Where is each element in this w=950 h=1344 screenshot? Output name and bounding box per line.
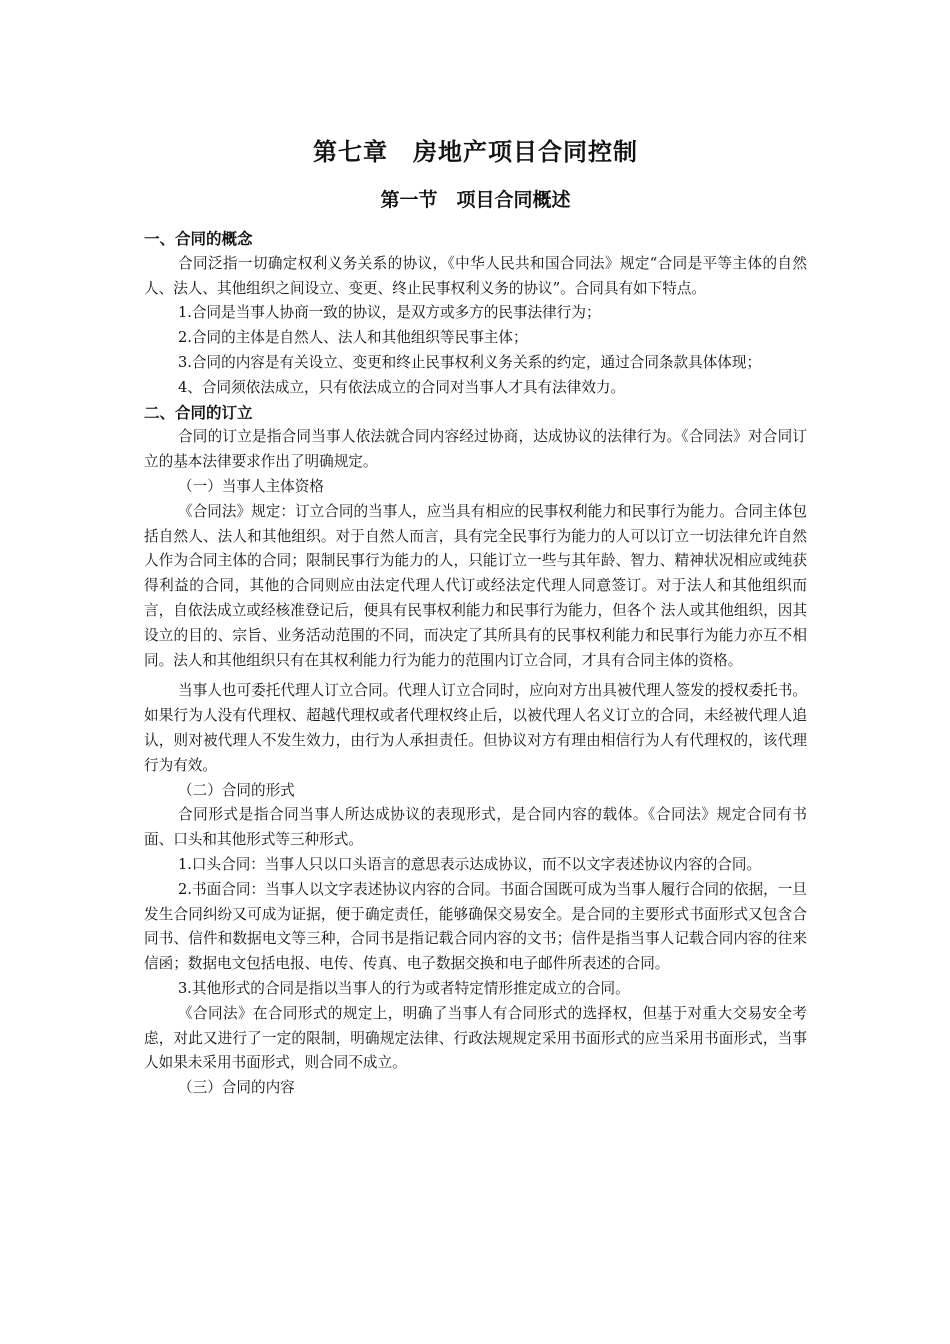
subsection-title-form: （二）合同的形式 xyxy=(178,781,295,799)
section-title: 第一节 项目合同概述 xyxy=(380,189,571,211)
form-item: 3.其他形式的合同是指以当事人的行为或者特定情形推定成立的合同。 xyxy=(178,979,630,997)
chapter-title: 第七章 房地产项目合同控制 xyxy=(313,138,638,166)
subsection-title-parties: （一）当事人主体资格 xyxy=(178,477,324,495)
form-item: 1.口头合同：当事人只以口头语言的意思表示达成协议，而不以文字表述协议内容的合同。 xyxy=(178,855,762,873)
parties-paragraph-2: 当事人也可委托代理人订立合同。代理人订立合同时，应向对方出具被代理人签发的授权委托书。如果行为人没有代理权、超越代理权或者代理权终止后，以被代理人名义订立的合同，未经被代理人追认，则对被代理人不发生效力，由行为人承担责任。但协议对方有理由相信行为人有代理权的，该代理行为有效。 xyxy=(144,682,807,774)
subsection-title-content: （三）合同的内容 xyxy=(178,1079,295,1097)
heading-concept: 一、合同的概念 xyxy=(144,230,253,248)
formation-intro: 合同的订立是指合同当事人依法就合同内容经过协商，达成协议的法律行为。《合同法》对合同订立的基本法律要求作出了明确规定。 xyxy=(144,428,807,471)
form-item: 2.书面合同：当事人以文字表述协议内容的合同。书面合国既可成为当事人履行合同的依据，一旦发生合同纠纷又可成为证据，便于确定责任，能够确保交易安全。是合同的主要形式书面形式又包含合同书、信件和数据电文等三种，合同书是指记载合同内容的文书；信件是指当事人记载合同内容的往来信函；数据电文包括电报、电传、传真、电子数据交换和电子邮件所表述的合同。 xyxy=(144,880,807,973)
form-intro: 合同形式是指合同当事人所达成协议的表现形式，是合同内容的载体。《合同法》规定合同有书面、口头和其他形式等三种形式。 xyxy=(144,806,807,849)
form-closing: 《合同法》在合同形式的规定上，明确了当事人有合同形式的选择权，但基于对重大交易安全考虑，对此又进行了一定的限制，明确规定法律、行政法规规定采用书面形式的应当采用书面形式，当事人如果未采用书面形式，则合同不成立。 xyxy=(144,1004,807,1072)
concept-item: 1.合同是当事人协商一致的协议，是双方或多方的民事法律行为； xyxy=(178,304,601,322)
concept-item: 2.合同的主体是自然人、法人和其他组织等民事主体； xyxy=(178,329,528,347)
concept-item: 4、合同须依法成立，只有依法成立的合同对当事人才具有法律效力。 xyxy=(178,378,626,396)
concept-item: 3.合同的内容是有关设立、变更和终止民事权利义务关系的约定，通过合同条款具体体现； xyxy=(178,353,762,371)
concept-intro: 合同泛指一切确定权利义务关系的协议，《中华人民共和国合同法》规定“合同是平等主体的自然人、法人、其他组织之间设立、变更、终止民事权利义务的协议”。合同具有如下特点。 xyxy=(144,254,807,297)
parties-paragraph-1: 《合同法》规定：订立合同的当事人，应当具有相应的民事权利能力和民事行为能力。合同主体包括自然人、法人和其他组织。对于自然人而言，具有完全民事行为能力的人可以订立一切法律允许自然人作为合同主体的合同；限制民事行为能力的人，只能订立一些与其年龄、智力、精神状况相应或纯获得利益的合同，其他的合同则应由法定代理人代订或经法定代理人同意签订。对于法人和其他组织而言，自依法成立或经核准登记后，便具有民事权利能力和民事行为能力，但各个 法人或其他组织，因其设立的目的、宗旨、业务活动范围的不同，而决定了其所具有的民事权利能力和民事行为能力亦互不相同。法人和其他组织只有在其权利能力行为能力的范围内订立合同，才具有合同主体的资格。 xyxy=(144,502,807,669)
heading-formation: 二、合同的订立 xyxy=(144,403,253,422)
document-body xyxy=(144,227,807,1101)
